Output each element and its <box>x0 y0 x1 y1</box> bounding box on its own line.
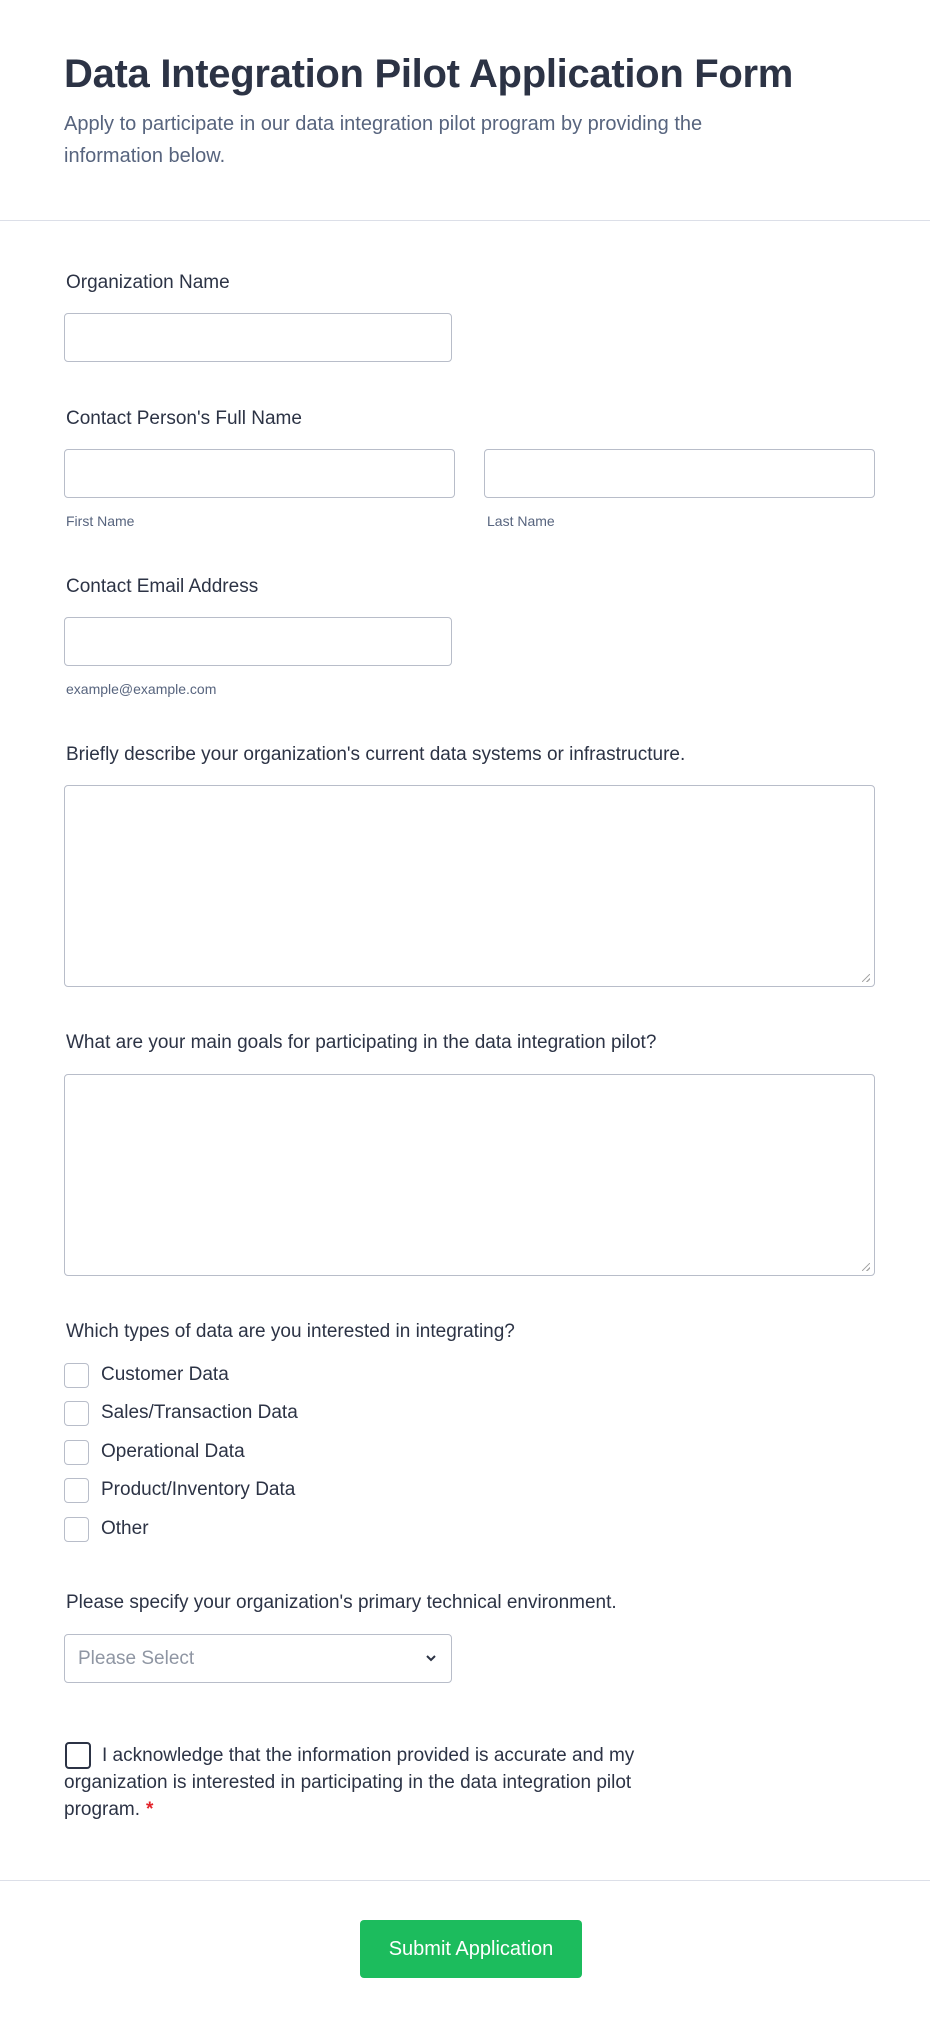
submit-button[interactable]: Submit Application <box>360 1920 582 1978</box>
resize-handle-icon[interactable] <box>862 1263 870 1271</box>
email-sublabel: example@example.com <box>66 681 217 697</box>
org-name-label: Organization Name <box>66 272 230 293</box>
contact-name-label: Contact Person's Full Name <box>66 408 302 429</box>
page-subtitle: Apply to participate in our data integration pilot program by providing the information below. <box>64 113 703 167</box>
checkbox-label[interactable]: Other <box>101 1518 149 1539</box>
first-name-input[interactable] <box>64 449 455 498</box>
footer-divider <box>0 1880 930 1881</box>
environment-select[interactable] <box>64 1634 452 1683</box>
checkbox-customer-data[interactable] <box>64 1363 89 1388</box>
acknowledge-text: I acknowledge that the information provided is accurate and my organization is interested in participating in the data integration pilot program. <box>64 1745 635 1820</box>
checkbox-operational-data[interactable] <box>64 1440 89 1465</box>
header-divider <box>0 220 930 221</box>
checkbox-other[interactable] <box>64 1517 89 1542</box>
page-title: Data Integration Pilot Application Form <box>64 52 794 96</box>
environment-select-value: Please Select <box>78 1648 195 1669</box>
first-name-sublabel: First Name <box>66 513 135 529</box>
checkbox-label[interactable]: Sales/Transaction Data <box>101 1402 298 1423</box>
systems-label: Briefly describe your organization's current data systems or infrastructure. <box>66 744 686 765</box>
resize-handle-icon[interactable] <box>862 974 870 982</box>
last-name-sublabel: Last Name <box>487 513 555 529</box>
last-name-input[interactable] <box>484 449 875 498</box>
required-asterisk: * <box>146 1799 154 1820</box>
acknowledge-label[interactable] <box>64 1742 724 1823</box>
environment-label: Please specify your organization's primary technical environment. <box>66 1592 617 1613</box>
data-types-label: Which types of data are you interested in integrating? <box>66 1321 515 1342</box>
systems-textarea[interactable] <box>64 785 875 987</box>
checkbox-label[interactable]: Product/Inventory Data <box>101 1479 296 1500</box>
checkbox-product-inventory-data[interactable] <box>64 1478 89 1503</box>
goals-label: What are your main goals for participating in the data integration pilot? <box>66 1032 657 1053</box>
chevron-down-icon <box>423 1650 439 1666</box>
checkbox-label[interactable]: Operational Data <box>101 1441 245 1462</box>
email-input[interactable] <box>64 617 452 666</box>
goals-textarea[interactable] <box>64 1074 875 1276</box>
org-name-input[interactable] <box>64 313 452 362</box>
email-label: Contact Email Address <box>66 576 259 597</box>
checkbox-label[interactable]: Customer Data <box>101 1364 229 1385</box>
checkbox-sales-transaction-data[interactable] <box>64 1401 89 1426</box>
